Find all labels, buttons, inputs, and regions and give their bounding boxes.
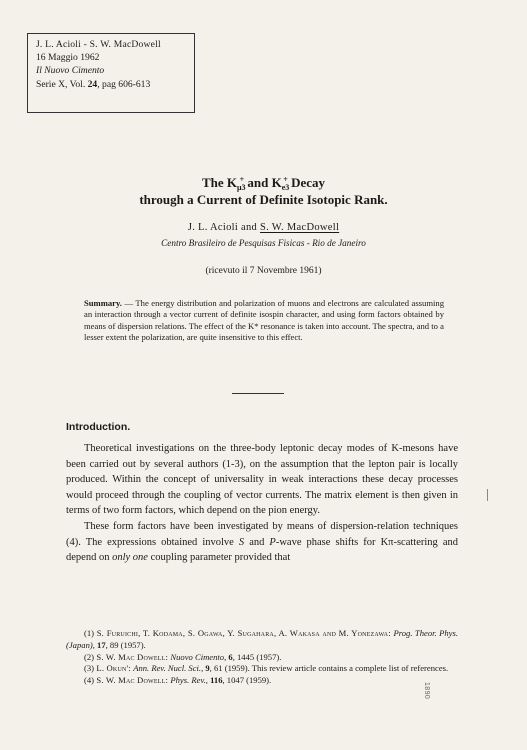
title-k-e3-sub: e3 [281, 183, 290, 192]
affiliation: Centro Brasileiro de Pesquisas Fisicas - Rio de Janeiro [161, 238, 366, 248]
citation-pages: , pag 606-613 [97, 78, 151, 90]
footnote-volume: 6 [228, 651, 233, 662]
footnote-sep: , [92, 639, 98, 650]
paper-title-line2: through a Current of Definite Isotopic Rank. [139, 192, 388, 207]
footnote-4 [66, 675, 458, 687]
title-prefix: The K [201, 175, 238, 190]
paper-title-line1 [0, 175, 527, 192]
margin-mark [487, 489, 488, 501]
summary-text: — The energy distribution and polarization of muons and electrons are calculated assuming an interaction through a vector current of definite isospin character, and using form factors obtained by means of dispersion relations. The effect of the K* resonance is taken into account. The spectra, and to a lesser extent the polarization, are quite insensitive to this effect. [84, 298, 444, 342]
citation-date: 16 Maggio 1962 [36, 52, 100, 64]
citation-journal: Il Nuovo Cimento [36, 65, 105, 77]
citation-series-prefix: Serie X, Vol. [36, 78, 86, 90]
title-and: and K [244, 175, 282, 190]
footnote-journal: Prog. Theor. Phys. (Japan) [66, 628, 458, 650]
paragraph-2 [66, 519, 458, 566]
para2-p-wave: P [269, 536, 276, 548]
paragraph-1: Theoretical investigations on the three-body leptonic decay modes of K-mesons have been carried out by several authors (1-3), on the assumption that the lepton pair is locally produced. Within the concept of universality in weak interactions these decay processes would proceed through the coupling of vector currents. The matrix element is then given in terms of two form factors, which depend on the pion energy. [66, 443, 458, 517]
section-divider [232, 393, 284, 394]
footnote-rest: , 1047 (1959). [222, 675, 272, 686]
title-k-mu3-sup: + [239, 175, 245, 184]
archive-stamp: 1890 [423, 682, 430, 700]
citation-series [36, 78, 194, 91]
para2-only-one: only one [112, 552, 148, 564]
body-text [66, 441, 458, 566]
footnote-journal: Nuovo Cimento [170, 651, 225, 662]
received-date: (ricevuto il 7 Novembre 1961) [205, 266, 322, 276]
author-second: S. W. MacDowell [260, 222, 340, 233]
footnote-mark: (1) [84, 628, 95, 638]
author-first: J. L. Acioli and [187, 222, 260, 233]
footnote-sep: , [205, 675, 211, 686]
footnote-3 [66, 663, 458, 675]
title-k-mu3-sub: μ3 [237, 183, 246, 192]
para2-part-b: and [244, 536, 270, 548]
paper-authors [0, 222, 527, 233]
footnote-1 [66, 628, 458, 652]
title-suffix: Decay [287, 175, 326, 190]
footnote-volume: 9 [205, 663, 210, 674]
title-k-e3-sup: + [283, 175, 288, 184]
para2-part-c: -wave phase shifts for Kπ-scattering and depend on [66, 536, 458, 564]
footnote-rest: , 89 (1957). [105, 639, 146, 650]
footnote-volume: 17 [97, 639, 106, 650]
footnote-authors: S. Furuichi, T. Kodama, S. Ogawa, Y. Sugahara, A. Wakasa and M. Yonezawa: [94, 628, 394, 638]
footnote-volume: 116 [210, 675, 223, 686]
footnote-mark: (4) [84, 675, 95, 686]
footnote-sep: , [224, 651, 229, 662]
footnote-2 [66, 652, 458, 664]
footnote-authors: S. W. Mac Dowell: [94, 651, 171, 662]
citation-volume: 24 [87, 78, 98, 90]
citation-authors: J. L. Acioli - S. W. MacDowell [36, 39, 161, 50]
citation-box [27, 33, 195, 113]
footnote-rest: , 1445 (1957). [232, 651, 282, 662]
footnote-journal: Phys. Rev. [170, 675, 206, 686]
footnote-journal: Ann. Rev. Nucl. Sci. [133, 663, 202, 674]
summary-abstract [84, 298, 444, 343]
para2-s-wave: S [238, 536, 245, 548]
section-heading: Introduction. [66, 421, 131, 433]
para2-part-d: coupling parameter provided that [147, 552, 291, 564]
footnote-authors: L. Okun': [94, 663, 134, 674]
footnotes [66, 628, 458, 687]
footnote-sep: , [201, 663, 206, 674]
footnote-mark: (2) [84, 651, 95, 662]
para2-part-a: These form factors have been investigated by means of dispersion-relation techniques (4). The expressions obtained involve [66, 520, 458, 548]
summary-label: Summary. [84, 298, 122, 308]
footnote-mark: (3) [84, 663, 95, 674]
footnote-authors: S. W. Mac Dowell: [94, 675, 171, 686]
footnote-rest: , 61 (1959). This review article contains a complete list of references. [209, 663, 449, 674]
